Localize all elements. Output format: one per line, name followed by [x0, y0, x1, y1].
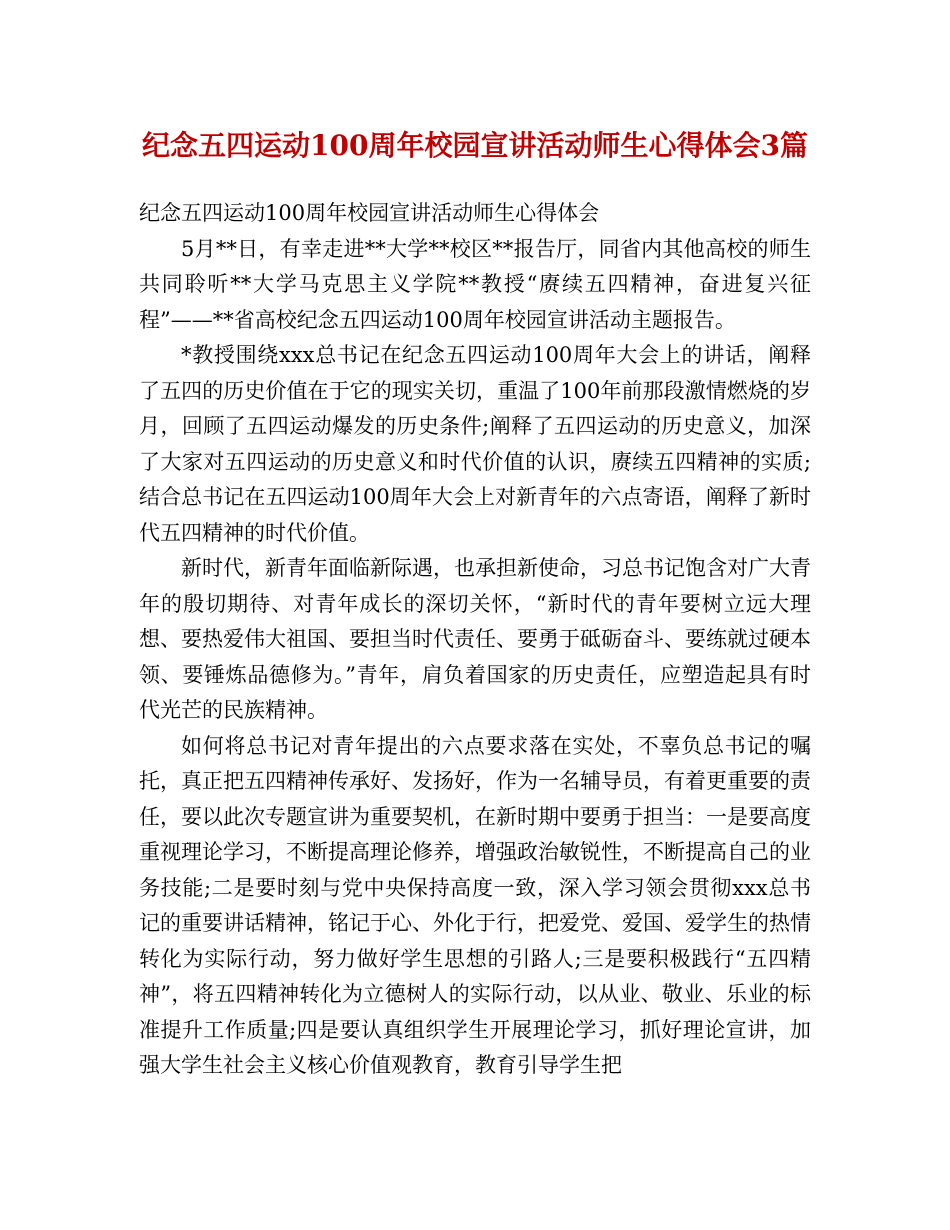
- paragraph-4: 如何将总书记对青年提出的六点要求落在实处，不辜负总书记的嘱托，真正把五四精神传承好、发扬好，作为一名辅导员，有着更重要的责任，要以此次专题宣讲为重要契机，在新时期中要勇于担当：一是要高度重视理论学习，不断提高理论修养，增强政治敏锐性，不断提高自己的业务技能;二是要时刻与党中央保持高度一致，深入学习领会贯彻xxx总书记的重要讲话精神，铭记于心、外化于行，把爱党、爱国、爱学生的热情转化为实际行动，努力做好学生思想的引路人;三是要积极践行“五四精神”，将五四精神转化为立德树人的实际行动，以从业、敬业、乐业的标准提升工作质量;四是要认真组织学生开展理论学习，抓好理论宣讲，加强大学生社会主义核心价值观教育，教育引导学生把: [139, 733, 811, 1077]
- paragraph-2: *教授围绕xxx总书记在纪念五四运动100周年大会上的讲话，阐释了五四的历史价值在于它的现实关切，重温了100年前那段激情燃烧的岁月，回顾了五四运动爆发的历史条件;阐释了五四运动的历史意义，加深了大家对五四运动的历史意义和时代价值的认识，赓续五四精神的实质;结合总书记在五四运动100周年大会上对新青年的六点寄语，阐释了新时代五四精神的时代价值。: [139, 343, 811, 545]
- document-body: [139, 196, 811, 1084]
- document-subtitle: 纪念五四运动100周年校园宣讲活动师生心得体会: [139, 201, 600, 225]
- document-title: 纪念五四运动100周年校园宣讲活动师生心得体会3篇: [142, 129, 808, 162]
- paragraph-3: 新时代，新青年面临新际遇，也承担新使命，习总书记饱含对广大青年的殷切期待、对青年成长的深切关怀，“新时代的青年要树立远大理想、要热爱伟大祖国、要担当时代责任、要勇于砥砺奋斗、要练就过硬本领、要锤炼品德修为。”青年，肩负着国家的历史责任，应塑造起具有时代光芒的民族精神。: [139, 556, 811, 722]
- paragraph-1: 5月**日，有幸走进**大学**校区**报告厅，同省内其他高校的师生共同聆听**大学马克思主义学院**教授“赓续五四精神，奋进复兴征程”——**省高校纪念五四运动100周年校园宣讲活动主题报告。: [139, 236, 811, 332]
